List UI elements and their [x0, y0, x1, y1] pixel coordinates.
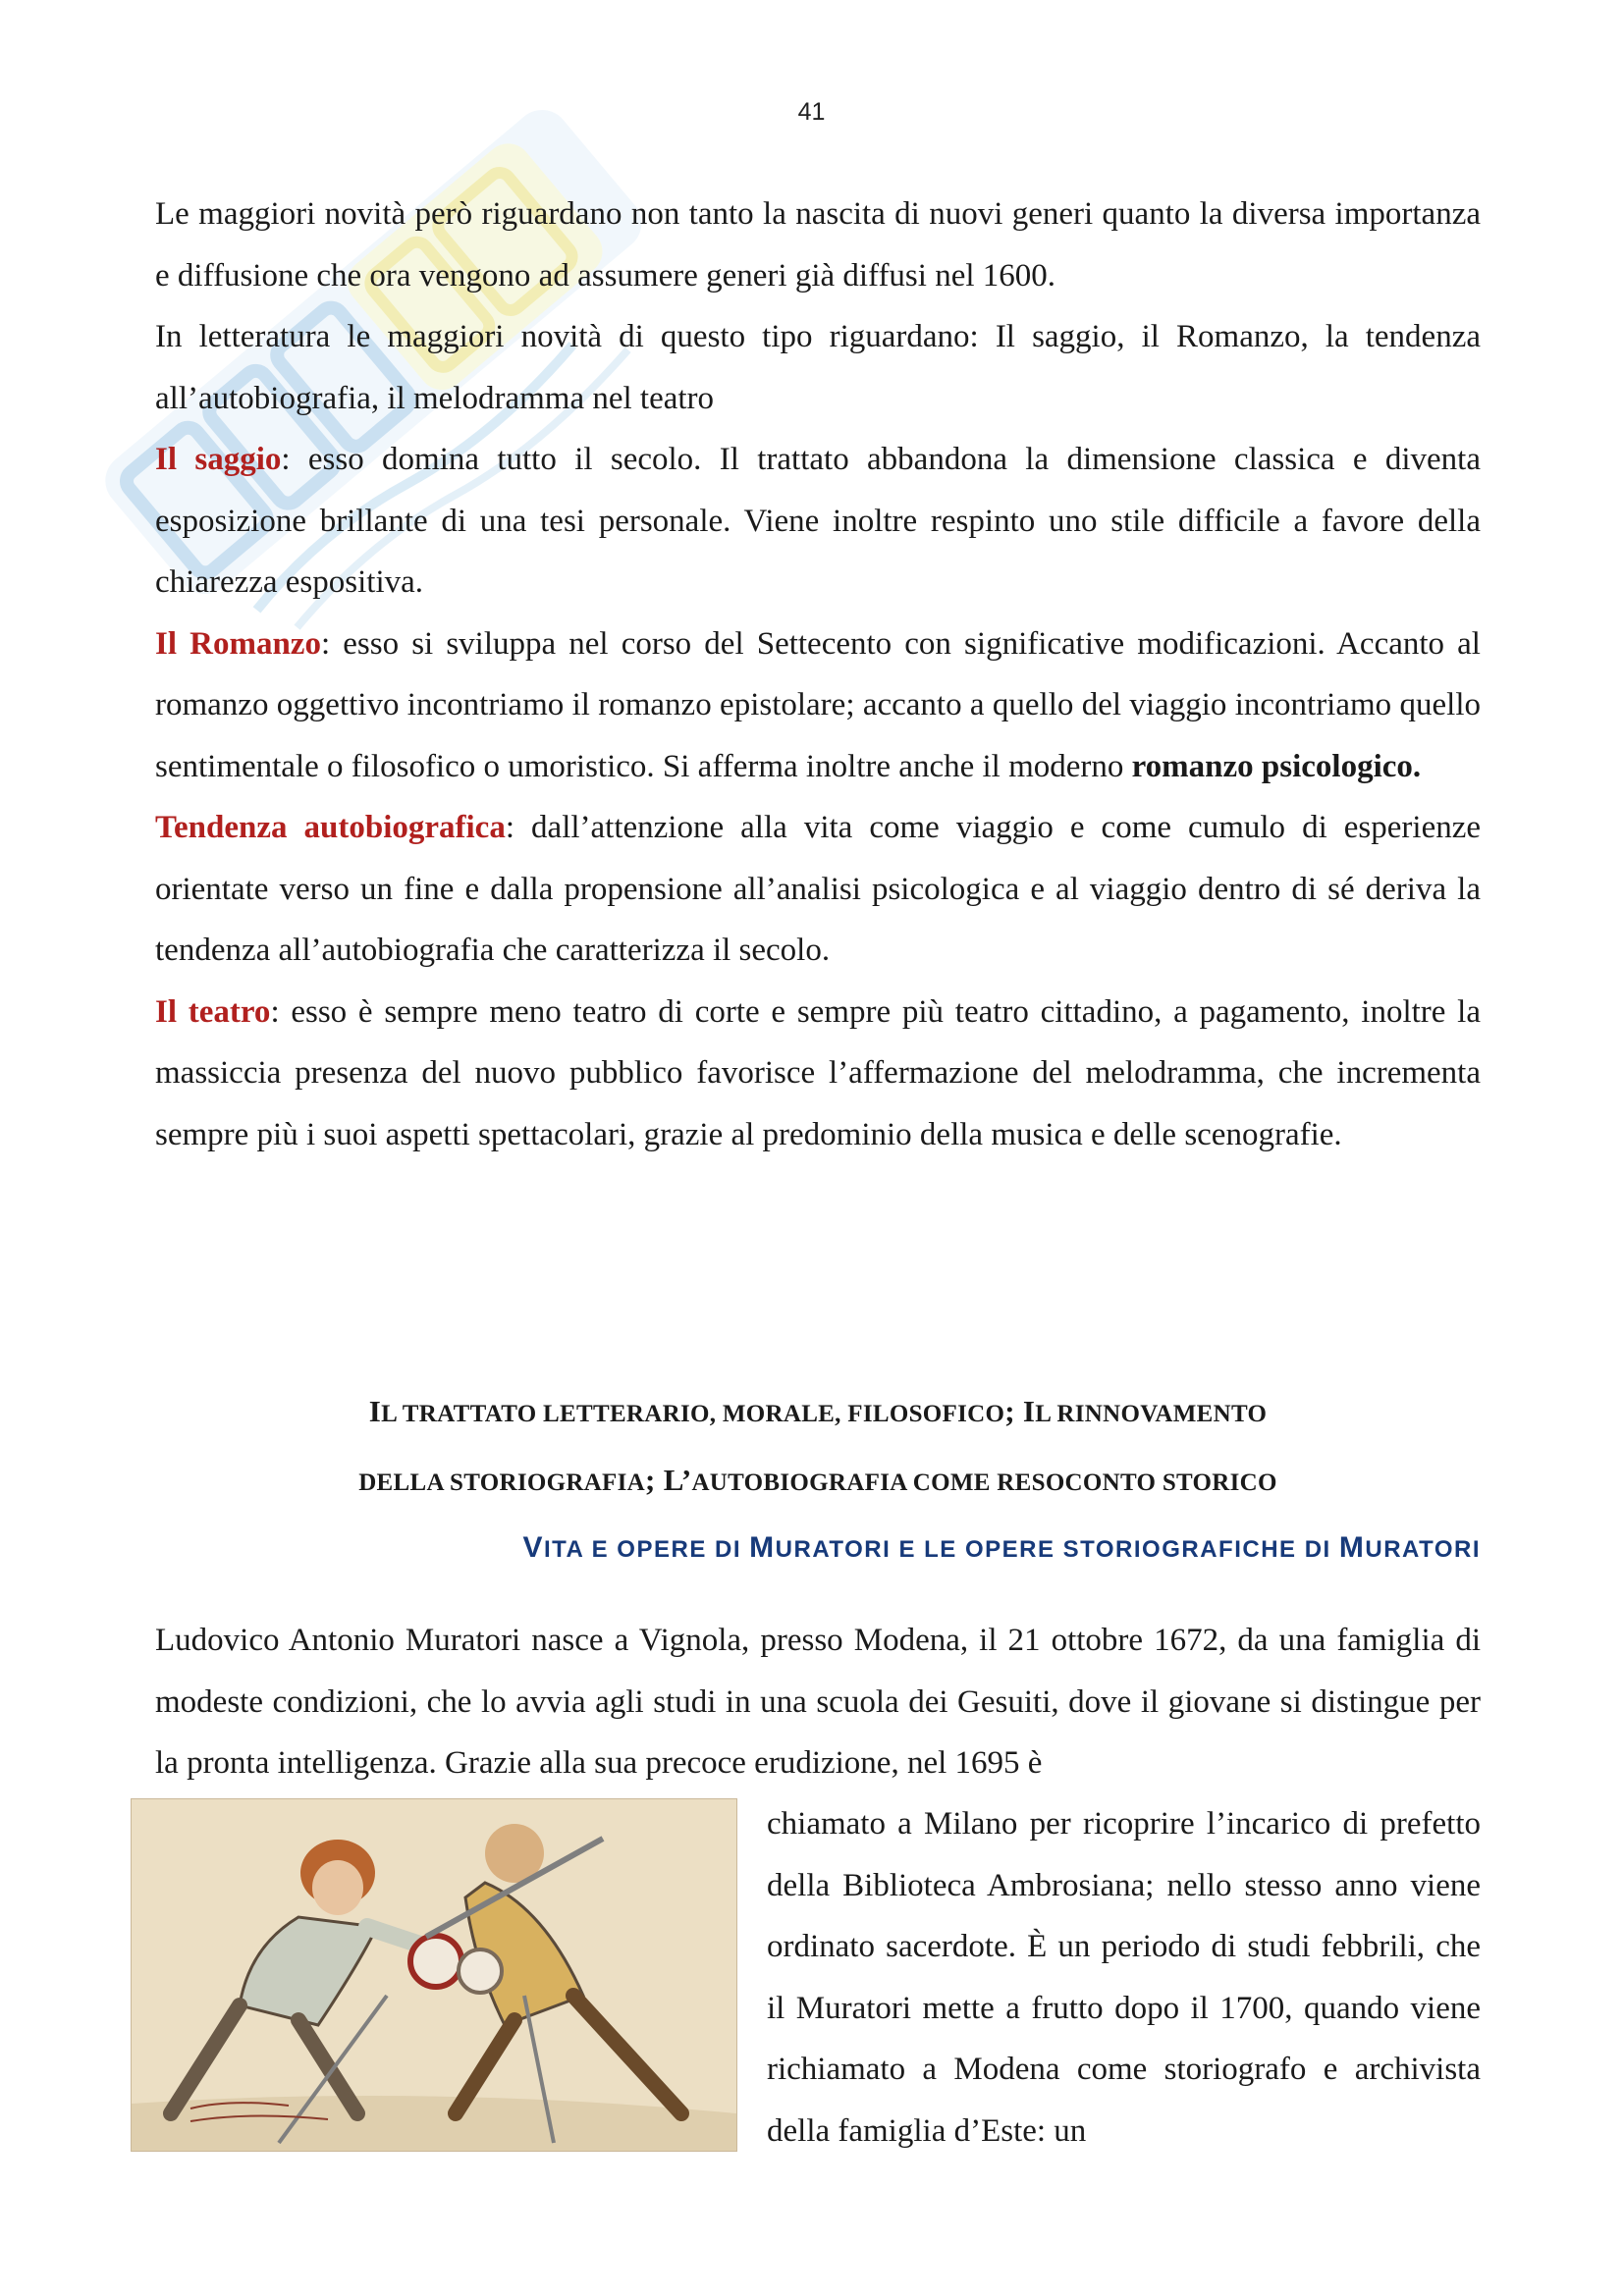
main-text	[155, 184, 1481, 1165]
bio-paragraph-start: Ludovico Antonio Muratori nasce a Vignola, presso Modena, il 21 ottobre 1672, da una famiglia di modeste condizioni, che lo avvia agli studi in una scuola dei Gesuiti, dove il giovane si distingue per la pronta intelligenza. Grazie alla sua precoce erudizione, nel 1695 è	[155, 1623, 1481, 1781]
genre-saggio	[155, 429, 1481, 614]
bio-full-width	[155, 1610, 1481, 1794]
genre-autobiografica-text: : dall’attenzione alla vita come viaggio e come cumulo di esperienze orientate verso un fine e dalla propensione all’analisi psicologica e al viaggio dentro di sé deriva la tendenza all’autobiografia che caratterizza il secolo.	[155, 810, 1482, 968]
section-heading-line-2: DELLA STORIOGRAFIA; L’AUTOBIOGRAFIA COME RESOCONTO STORICO	[358, 1463, 1277, 1497]
page-number: 41	[797, 98, 826, 126]
subsection-heading: VITA E OPERE DI MURATORI E LE OPERE STORIOGRAFICHE DI MURATORI	[522, 1531, 1481, 1564]
genre-romanzo	[155, 614, 1481, 798]
term-saggio: Il saggio	[155, 442, 282, 477]
term-teatro: Il teatro	[155, 993, 271, 1030]
medieval-fencing-illustration	[131, 1798, 737, 2152]
genre-teatro-text: : esso è sempre meno teatro di corte e sempre più teatro cittadino, a pagamento, inoltre la massiccia presenza del nuovo pubblico favorisce l’affermazione del melodramma, che incrementa sempre più i suoi aspetti spettacolari, grazie al predominio della musica e delle scenografie.	[155, 993, 1481, 1152]
genre-saggio-text: : esso domina tutto il secolo. Il trattato abbandona la dimensione classica e diventa esposizione brillante di una tesi personale. Viene inoltre respinto uno stile difficile a favore della chiarezza espositiva.	[155, 442, 1481, 600]
section-heading-line-1: IL TRATTATO LETTERARIO, MORALE, FILOSOFICO; IL RINNOVAMENTO	[368, 1394, 1268, 1428]
genre-autobiografica	[155, 797, 1481, 982]
genre-romanzo-text: : esso si sviluppa nel corso del Settecento con significative modificazioni. Accanto al romanzo oggettivo incontriamo il romanzo epistolare; accanto a quello del viaggio incontriamo quello sentimentale o filosofico o umoristico. Si afferma inoltre anche il moderno	[155, 625, 1481, 784]
term-autobiografica: Tendenza autobiografica	[155, 810, 506, 845]
romanzo-psicologico-emphasis: romanzo psicologico.	[1131, 748, 1422, 784]
intro-paragraph-2: In letteratura le maggiori novità di questo tipo riguardano: Il saggio, il Romanzo, la tendenza all’autobiografia, il melodramma nel teatro	[155, 319, 1481, 416]
term-romanzo: Il Romanzo	[155, 625, 321, 662]
genre-teatro	[155, 982, 1481, 1166]
bio-paragraph-continued: chiamato a Milano per ricoprire l’incarico di prefetto della Biblioteca Ambrosiana; nello stesso anno viene ordinato sacerdote. È un periodo di studi febbrili, che il Muratori mette a frutto dopo il 1700, quando viene richiamato a Modena come storiografo e archivista della famiglia d’Este: un	[767, 1806, 1481, 2149]
intro-paragraph-1: Le maggiori novità però riguardano non tanto la nascita di nuovi generi quanto la diversa importanza e diffusione che ora vengono ad assumere generi già diffusi nel 1600.	[155, 196, 1481, 294]
bio-wrapped-text	[767, 1793, 1481, 2162]
